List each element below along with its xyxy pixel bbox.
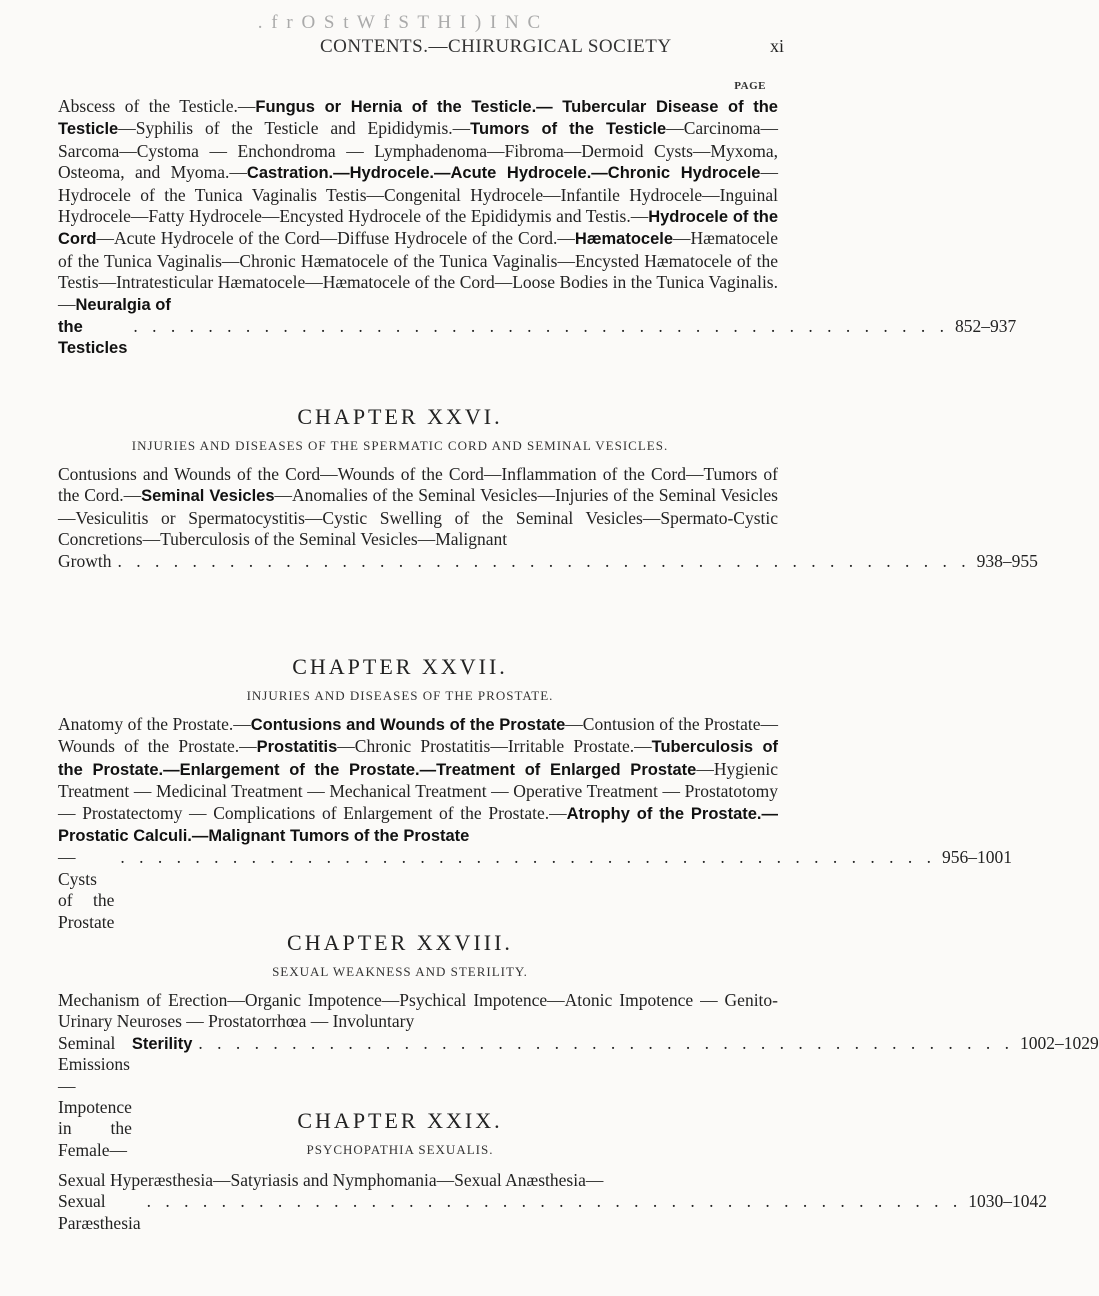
entry-text: —Acute Hydrocele of the Cord—Diffuse Hydrocele of the Cord.— bbox=[96, 228, 575, 249]
chapter-subtitle: SEXUAL WEAKNESS AND STERILITY. bbox=[272, 964, 528, 979]
page-range: 852–937 bbox=[955, 316, 1017, 337]
leader-row bbox=[58, 847, 1012, 933]
leader-dots: . . . . . . . . . . . . . . . . . . . . . . . . . . . . . . . . . . . . . . . . . . . . bbox=[133, 316, 950, 337]
chapter-title: CHAPTER XXVI. bbox=[297, 404, 503, 429]
entry-bold: Neuralgia of bbox=[75, 295, 171, 314]
running-head: . f r O S t W f S T H I ) I N C bbox=[257, 12, 543, 33]
entry-text: —Anomalies of the Seminal Vesicles—Injuries of the Seminal Vesicles—Vesiculitis or Spermatocystitis—Cystic Swelling of the Seminal Vesicles—Spermato-Cystic Concretions—Tuberculosis of the Seminal Vesicles—Malignant bbox=[58, 485, 778, 550]
entry-last-line: —Cysts of the Prostate bbox=[58, 847, 115, 932]
entry-bold: Prostatitis bbox=[256, 738, 338, 757]
entry-bold: Hæmatocele bbox=[574, 230, 674, 249]
toc-entry-testicle bbox=[58, 96, 1017, 360]
page-range: 1002–1029 bbox=[1020, 1032, 1099, 1053]
entry-bold: Castration.—Hydrocele.—Acute Hydrocele.—Chronic Hydrocele bbox=[246, 164, 761, 183]
entry-text bbox=[58, 96, 778, 314]
leader-dots: . . . . . . . . . . . . . . . . . . . . . . . . . . . . . . . . . . . . . . . . . . . . bbox=[120, 847, 936, 868]
page-range: 956–1001 bbox=[942, 847, 1012, 868]
entry-text: —Hæmatocele of the Tunica Vaginalis—Chronic Hæmatocele of the Tunica Vaginalis—Encysted Hæmatocele of the Testis—Intratesticular Hæmatocele—Hæmatocele of the Cord—Loose Bodies in the Tunica Vaginalis.— bbox=[58, 228, 778, 314]
chapter-subtitle: INJURIES AND DISEASES OF THE PROSTATE. bbox=[246, 688, 554, 703]
entry-text: Anatomy of the Prostate.— bbox=[58, 714, 251, 734]
page-range: 938–955 bbox=[976, 550, 1038, 571]
entry-bold: Seminal Vesicles bbox=[141, 487, 275, 506]
entry-last-line: the Testicles bbox=[58, 318, 128, 358]
toc-entry-chapter-29 bbox=[58, 1170, 1047, 1234]
entry-bold: Contusions and Wounds of the Prostate bbox=[250, 716, 566, 734]
leader-dots: . . . . . . . . . . . . . . . . . . . . . . . . . . . . . . . . . . . . . . . . . . . . bbox=[146, 1191, 963, 1212]
toc-entry-chapter-26 bbox=[58, 464, 1038, 572]
leader-row bbox=[58, 550, 1038, 572]
entry-bold: Atrophy of the Prostate.—Prostatic Calculi.—Malignant Tumors of the Prostate bbox=[58, 804, 779, 846]
entry-text: —Contusion of the Prostate—Wounds of the Prostate.— bbox=[58, 714, 778, 757]
toc-entry-chapter-27 bbox=[58, 714, 1012, 933]
entry-text: —Carcinoma—Sarcoma—Cystoma — Enchondroma — Lymphadenoma—Fibroma—Dermoid Cysts—Myxoma, Osteoma, and Myoma.— bbox=[58, 118, 778, 183]
entry-text: —Syphilis of the Testicle and Epididymis.— bbox=[118, 118, 471, 139]
entry-bold: Hydrocele of the Cord bbox=[58, 208, 778, 249]
chapter-subtitle: INJURIES AND DISEASES OF THE SPERMATIC CORD AND SEMINAL VESICLES. bbox=[131, 438, 669, 453]
leader-row bbox=[58, 1191, 1047, 1234]
chapter-subtitle: PSYCHOPATHIA SEXUALIS. bbox=[306, 1142, 494, 1157]
entry-text: —Hygienic Treatment — Medicinal Treatment — Mechanical Treatment — Operative Treatment — Prostatotomy — Prostatectomy — Complications of Enlargement of the Prostate.— bbox=[58, 758, 778, 823]
chapter-title: CHAPTER XXIX. bbox=[297, 1108, 503, 1133]
entry-text: Mechanism of Erection—Organic Impotence—Psychical Impotence—Atonic Impotence — Genito-Urinary Neuroses — Prostatorrhœa — Involuntary bbox=[58, 990, 778, 1032]
entry-bold: Fungus or Hernia of the Testicle.— Tubercular Disease of the Testicle bbox=[58, 98, 778, 139]
leader-row bbox=[58, 316, 1017, 360]
entry-last-line: Seminal Emissions—Impotence in the Female— bbox=[58, 1032, 132, 1160]
entry-text: —Hydrocele of the Tunica Vaginalis Testis—Congenital Hydrocele—Infantile Hydrocele—Inguinal Hydrocele—Fatty Hydrocele—Encysted Hydrocele of the Epididymis and Testis.— bbox=[58, 162, 778, 227]
entry-bold: Tumors of the Testicle bbox=[470, 120, 667, 139]
entry-text: Sexual Hyperæsthesia—Satyriasis and Nymphomania—Sexual Anæsthesia— bbox=[58, 1170, 604, 1190]
entry-bold: Sterility bbox=[131, 1034, 193, 1053]
entry-text: —Chronic Prostatitis—Irritable Prostate.— bbox=[337, 736, 652, 757]
leader-dots: . . . . . . . . . . . . . . . . . . . . . . . . . . . . . . . . . . . . . . . . . . . . . . bbox=[117, 550, 971, 571]
entry-bold: Tuberculosis of the Prostate.—Enlargement of the Prostate.—Treatment of Enlarged Prostate bbox=[58, 738, 779, 779]
page-column-label: PAGE bbox=[734, 80, 766, 92]
header-title: CONTENTS.—CHIRURGICAL SOCIETY bbox=[320, 36, 672, 57]
page-number: xi bbox=[769, 36, 784, 56]
chapter-title: CHAPTER XXVIII. bbox=[287, 930, 513, 955]
chapter-title: CHAPTER XXVII. bbox=[292, 654, 508, 679]
leader-dots: . . . . . . . . . . . . . . . . . . . . . . . . . . . . . . . . . . . . . . . . . . . . bbox=[198, 1032, 1015, 1053]
entry-last-line: Sexual Paræsthesia bbox=[58, 1191, 141, 1233]
page-range: 1030–1042 bbox=[968, 1191, 1047, 1212]
toc-entry-chapter-28 bbox=[58, 990, 1099, 1161]
entry-text: Contusions and Wounds of the Cord—Wounds of the Cord—Inflammation of the Cord—Tumors of the Cord.— bbox=[58, 464, 778, 506]
entry-text: Abscess of the Testicle.— bbox=[58, 96, 256, 116]
entry-last-line: Growth bbox=[58, 550, 112, 571]
